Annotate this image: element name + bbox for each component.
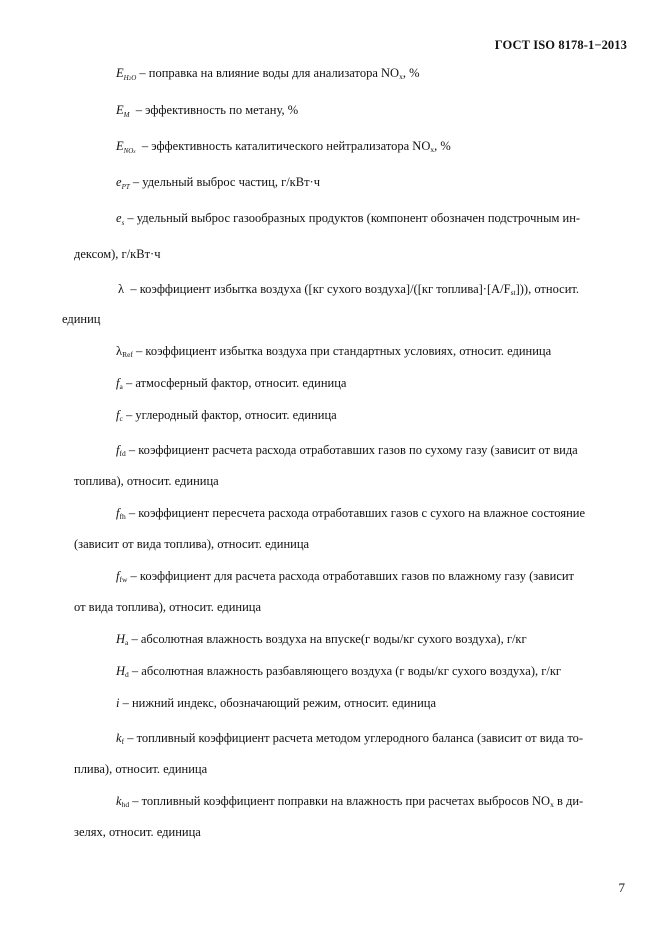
definition-text: – углеродный фактор, относит. единица bbox=[125, 408, 337, 422]
definition-e-pt: $e_{PT}$ – удельный выброс частиц, г/кВт·ч bbox=[116, 175, 320, 191]
definition-k-hd-continuation: зелях, относит. единица bbox=[74, 825, 201, 839]
definition-text: – поправка на влияние воды для анализатора NO bbox=[139, 66, 400, 80]
definition-lambda-ref: $\lambda_{Ref}$ – коэффициент избытка воздуха при стандартных условиях, относит. единица bbox=[116, 344, 552, 359]
definition-f-a: $f_a$ – атмосферный фактор, относит. единица bbox=[116, 376, 347, 391]
definition-f-fw-continuation: от вида топлива), относит. единица bbox=[74, 600, 262, 614]
definition-e-m: $E_M$ – эффективность по метану, % bbox=[116, 103, 299, 119]
definition-h-d: $H_d$ – абсолютная влажность разбавляющего воздуха (г воды/кг сухого воздуха), г/кг bbox=[116, 664, 562, 679]
definition-f-fw: $f_{fw}$ – коэффициент для расчета расхода отработавших газов по влажному газу (зависит bbox=[116, 569, 575, 584]
definition-text: – коэффициент для расчета расхода отработавших газов по влажному газу (зависит bbox=[130, 569, 575, 583]
definition-h-a: $H_a$ – абсолютная влажность воздуха на впуске(г воды/кг сухого воздуха), г/кг bbox=[116, 632, 527, 647]
definition-f-fh: $f_{fh}$ – коэффициент пересчета расхода отработавших газов с сухого на влажное состояние bbox=[116, 506, 585, 521]
definition-text: – абсолютная влажность разбавляющего воздуха (г воды/кг сухого воздуха), г/кг bbox=[131, 664, 562, 678]
definition-lambda-continuation: единиц bbox=[62, 312, 101, 326]
definition-text: – эффективность по метану, % bbox=[135, 103, 299, 117]
definition-f-c: $f_c$ – углеродный фактор, относит. единица bbox=[116, 408, 337, 423]
page-number: 7 bbox=[618, 880, 625, 895]
definition-text: – коэффициент избытка воздуха при стандартных условиях, относит. единица bbox=[136, 344, 552, 358]
symbol: E bbox=[116, 66, 124, 80]
definition-f-fh-continuation: (зависит от вида топлива), относит. единица bbox=[74, 537, 310, 551]
definition-k-f-continuation: плива), относит. единица bbox=[74, 762, 208, 776]
definition-k-hd: $k_{hd}$ – топливный коэффициент поправки на влажность при расчетах выбросов $NO_x$ в ди- bbox=[116, 794, 584, 809]
definition-text: – топливный коэффициент расчета методом углеродного баланса (зависит от вида то- bbox=[127, 731, 584, 745]
definition-text: – коэффициент расчета расхода отработавших газов по сухому газу (зависит от вида bbox=[128, 443, 578, 457]
definition-text: – коэффициент пересчета расхода отработавших газов с сухого на влажное состояние bbox=[128, 506, 585, 520]
definition-e-nox: $E_{NOx}$ – эффективность каталитического нейтрализатора $NO_x$, % bbox=[116, 139, 451, 155]
symbol-subscript: H2O bbox=[123, 74, 137, 82]
definition-text: – удельный выброс газообразных продуктов (компонент обозначен подстрочным ин- bbox=[127, 211, 581, 225]
definition-text: – эффективность каталитического нейтрализатора NO bbox=[141, 139, 431, 153]
definition-text: – нижний индекс, обозначающий режим, относит. единица bbox=[122, 696, 437, 710]
definition-e-s-continuation: дексом), г/кВт·ч bbox=[74, 247, 161, 261]
definition-i: i – нижний индекс, обозначающий режим, относит. единица bbox=[116, 696, 437, 710]
definition-text: – коэффициент избытка воздуха ([кг сухого воздуха]/([кг топлива]·[A/F bbox=[130, 282, 511, 296]
definition-text: – атмосферный фактор, относит. единица bbox=[125, 376, 347, 390]
definition-f-fd-continuation: топлива), относит. единица bbox=[74, 474, 219, 488]
definition-k-f: $k_f$ – топливный коэффициент расчета методом углеродного баланса (зависит от вида то- bbox=[116, 731, 584, 746]
definition-text: – абсолютная влажность воздуха на впуске(г воды/кг сухого воздуха), г/кг bbox=[131, 632, 527, 646]
definition-text: – топливный коэффициент поправки на влажность при расчетах выбросов NO bbox=[132, 794, 551, 808]
definition-e-h2o: $E_{H2O}$ – поправка на влияние воды для анализатора $NO_x$, % bbox=[116, 66, 420, 82]
definition-text: – удельный выброс частиц, г/кВт·ч bbox=[132, 175, 320, 189]
definition-f-fd: $f_{fd}$ – коэффициент расчета расхода отработавших газов по сухому газу (зависит от вида bbox=[116, 443, 578, 458]
definition-e-s: $e_s$ – удельный выброс газообразных продуктов (компонент обозначен подстрочным ин- bbox=[116, 211, 581, 227]
definition-lambda: λ – коэффициент избытка воздуха ([кг сухого воздуха]/([кг $топлива]\cdot[A/F_{st}]$)), относит. bbox=[118, 282, 580, 297]
document-header: ГОСТ ISO 8178-1−2013 bbox=[494, 38, 627, 52]
